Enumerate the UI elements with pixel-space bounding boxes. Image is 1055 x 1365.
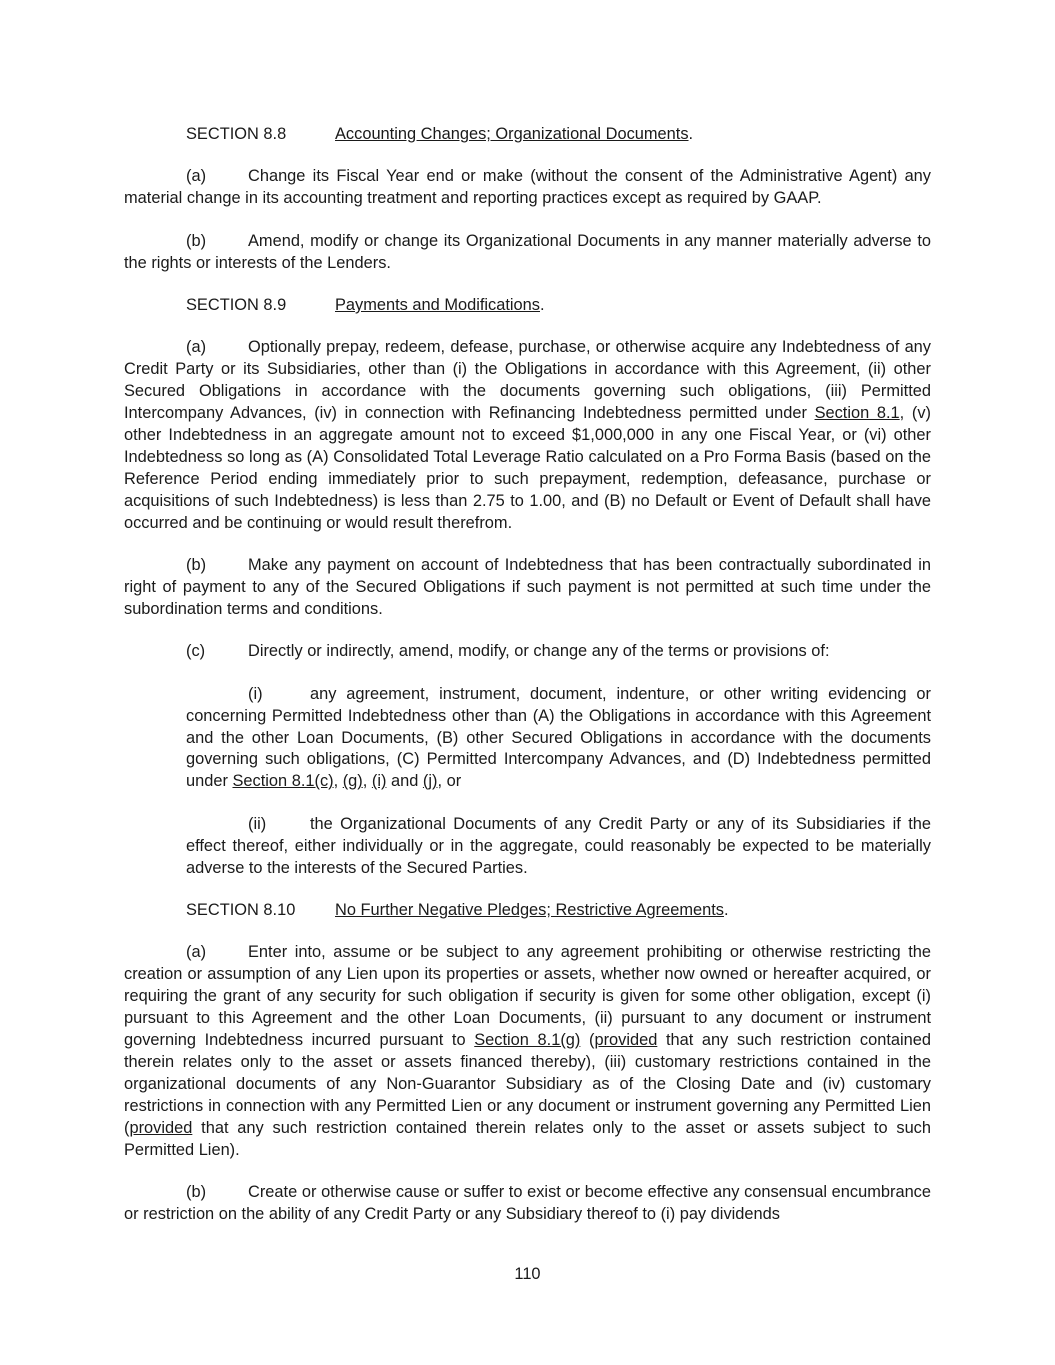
clause-label: (b)	[186, 231, 207, 250]
cross-reference: (i)	[371, 772, 387, 791]
clause-text: Make any payment on account of Indebtedness that has been contractually subordinated in right of payment to any of the Secured Obligations if such payment is not permitted at such time under the subordination terms and conditions.	[124, 556, 931, 618]
clause-label: (a)	[186, 943, 207, 962]
section-8-9-c-ii	[186, 814, 931, 880]
section-title: Payments and Modifications	[335, 296, 540, 315]
section-number: SECTION 8.10	[186, 900, 296, 919]
section-8-9-c	[124, 641, 931, 663]
section-8-10-b	[124, 1182, 931, 1226]
separator: and	[386, 772, 423, 791]
clause-text: , or	[437, 772, 462, 791]
section-8-8-a	[124, 166, 931, 210]
clause-text: Create or otherwise cause or suffer to exist or become effective any consensual encumbrance or restriction on the ability of any Credit Party or any Subsidiary thereof to (i) pay dividends	[124, 1182, 931, 1223]
section-number: SECTION 8.9	[186, 296, 287, 315]
section-8-9-a	[124, 337, 931, 534]
section-title: No Further Negative Pledges; Restrictive Agreements	[335, 900, 724, 919]
section-8-9-c-i	[186, 684, 931, 794]
section-8-10-a	[124, 942, 931, 1161]
clause-text: Amend, modify or change its Organizational Documents in any manner materially adverse to the rights or interests of the Lenders.	[124, 231, 931, 272]
clause-text: that any such restriction contained therein relates only to the asset or assets financed thereby), (iii) customary restrictions contained in the organizational documents of any Non-Guarantor Subsidiary as of the Closing Date and (iv) customary restrictions in connection with any Permitted Lien or any document or instrument governing any Permitted Lien (	[124, 1031, 931, 1137]
subclause-label: (i)	[248, 684, 263, 703]
clause-label: (c)	[186, 642, 206, 661]
section-number: SECTION 8.8	[186, 125, 287, 143]
clause-label: (a)	[186, 167, 207, 186]
cross-reference: Section 8.1	[814, 404, 900, 423]
provided-term: provided	[594, 1031, 658, 1049]
document-page	[124, 124, 931, 1246]
section-8-9-b	[124, 555, 931, 621]
cross-reference: (g)	[342, 772, 363, 791]
clause-text: Directly or indirectly, amend, modify, or change any of the terms or provisions of:	[248, 642, 830, 661]
clause-text: Change its Fiscal Year end or make (without the consent of the Administrative Agent) any material change in its accounting treatment and reporting practices except as required by GAAP.	[124, 167, 931, 208]
section-title: Accounting Changes; Organizational Documents	[335, 125, 689, 143]
provided-term: provided	[129, 1118, 193, 1137]
separator: ,	[362, 772, 372, 791]
cross-reference: (j)	[422, 772, 438, 791]
section-8-8-heading: SECTION 8.8 Accounting Changes; Organizational Documents.	[124, 124, 931, 146]
section-8-8-b	[124, 231, 931, 275]
section-8-10-heading: SECTION 8.10 No Further Negative Pledges; Restrictive Agreements.	[124, 900, 931, 922]
section-8-9-heading: SECTION 8.9 Payments and Modifications.	[124, 295, 931, 317]
cross-reference: Section 8.1(c)	[232, 772, 334, 791]
clause-label: (b)	[186, 1182, 207, 1201]
clause-text: any agreement, instrument, document, indenture, or other writing evidencing or concerning Permitted Indebtedness other than (A) the Obligations in accordance with this Agreement and the other Loan Documents, (B) other Secured Obligations in accordance with the documents governing such obligations, (C) Permitted Intercompany Advances, and (D) Indebtedness permitted under	[186, 684, 931, 791]
separator: ,	[333, 772, 343, 791]
clause-text: Enter into, assume or be subject to any agreement prohibiting or otherwise restricting the creation or assumption of any Lien upon its properties or assets, whether now owned or hereafter acquired, or requiring the grant of any security for such obligation if security is given for some other obligation, except (i) pursuant to this Agreement and the other Loan Documents, (ii) pursuant to any document or instrument governing Indebtedness incurred pursuant to	[124, 943, 931, 1049]
clause-label: (b)	[186, 556, 207, 575]
clause-text: , (v) other Indebtedness in an aggregate amount not to exceed $1,000,000 in any one Fiscal Year, or (vi) other Indebtedness so long as (A) Consolidated Total Leverage Ratio calculated on a Pro Forma Basis (based on the Reference Period ending immediately prior to such prepayment, redemption, defeasance, purchase or acquisitions of such Indebtedness) is less than 2.75 to 1.00, and (B) no Default or Event of Default shall have occurred and be continuing or would result therefrom.	[124, 404, 931, 532]
page-number: 110	[514, 1265, 541, 1283]
clause-text: (	[580, 1031, 595, 1049]
clause-label: (a)	[186, 338, 207, 357]
clause-text: the Organizational Documents of any Credit Party or any of its Subsidiaries if the effect thereof, either individually or in the aggregate, could reasonably be expected to be materially adverse to the interests of the Secured Parties.	[186, 814, 931, 877]
cross-reference: Section 8.1(g)	[474, 1031, 581, 1049]
clause-text: Optionally prepay, redeem, defease, purchase, or otherwise acquire any Indebtedness of any Credit Party or its Subsidiaries, other than (i) the Obligations in accordance with this Agreement, (ii) other Secured Obligations in accordance with the documents governing such obligations, (iii) Permitted Intercompany Advances, (iv) in connection with Refinancing Indebtedness permitted under	[124, 338, 931, 423]
clause-text: that any such restriction contained therein relates only to the asset or assets subject to such Permitted Lien).	[124, 1118, 931, 1159]
subclause-label: (ii)	[248, 814, 267, 833]
